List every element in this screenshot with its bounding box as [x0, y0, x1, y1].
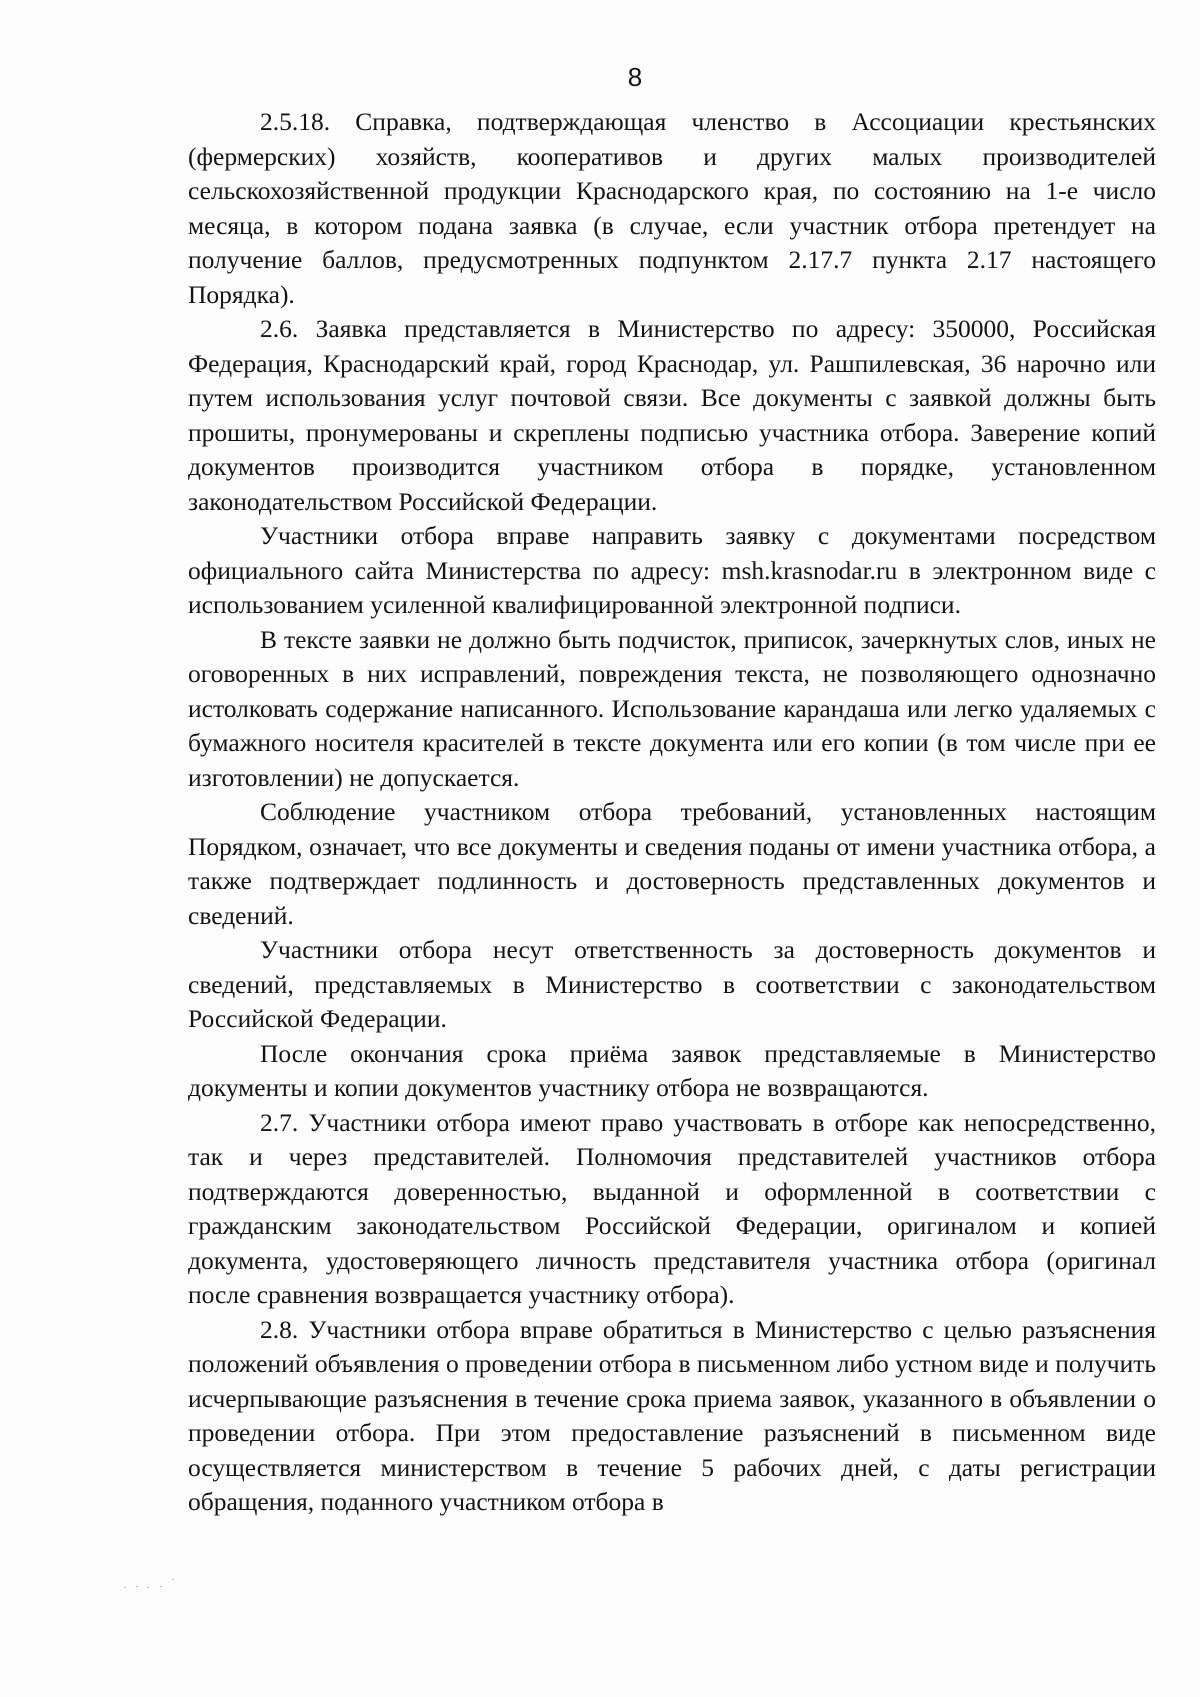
scan-noise — [120, 1575, 210, 1595]
paragraph-electronic-submission: Участники отбора вправе направить заявку с документами посредством официального сайта Министерства по адресу: msh.krasnodar.ru в электронном виде с использованием усиленной квалифицированной электронной подписи. — [188, 521, 1156, 619]
paragraph-2-8: 2.8. Участники отбора вправе обратиться в Министерство с целью разъяснения положений объявления о проведении отбора в письменном либо устном виде и получить исчерпывающие разъяснения в течение срока приема заявок, указанного в объявлении о проведении отбора. При этом предоставление разъяснений в письменном виде осуществляется министерством в течение 5 рабочих дней, с даты регистрации обращения, поданного участником отбора в — [188, 1314, 1156, 1516]
scan-speck — [147, 1587, 149, 1588]
paragraph-compliance: Соблюдение участником отбора требований, установленных настоящим Порядком, означает, что все документы и сведения поданы от имени участника отбора, а также подтверждает подлинность и достоверность представленных документов и сведений. — [188, 797, 1156, 930]
scan-speck — [160, 1586, 162, 1587]
paragraph-no-corrections: В тексте заявки не должно быть подчисток, приписок, зачеркнутых слов, иных не оговоренных в них исправлений, повреждения текста, не позволяющего однозначно истолковать содержание написанного. Использование карандаша или легко удаляемых с бумажного носителя красителей в тексте документа или его копии (в том числе при ее изготовлении) не допускается. — [188, 624, 1156, 792]
page-number: 8 — [627, 62, 643, 92]
scan-speck — [124, 1587, 126, 1588]
paragraph-2-7: 2.7. Участники отбора имеют право участвовать в отборе как непосредственно, так и через представителей. Полномочия представителей участников отбора подтверждаются доверенностью, выданной и оформленной в соответствии с гражданским законодательством Российской Федерации, оригиналом и копией документа, удостоверяющего личность представителя участника отбора (оригинал после сравнения возвращается участнику отбора). — [188, 1107, 1156, 1309]
scan-speck — [136, 1586, 138, 1587]
paragraph-2-6: 2.6. Заявка представляется в Министерство по адресу: 350000, Российская Федерация, Краснодарский край, город Краснодар, ул. Рашпилевская, 36 нарочно или путем использования услуг почтовой связи. Все документы с заявкой должны быть прошиты, пронумерованы и скреплены подписью участника отбора. Заверение копий документов производится участником отбора в порядке, установленном законодательством Российской Федерации. — [188, 314, 1156, 516]
paragraph-2-5-18: 2.5.18. Справка, подтверждающая членство в Ассоциации крестьянских (фермерских) хозяйств, кооперативов и других малых производителей сельскохозяйственной продукции Краснодарского края, по состоянию на 1-е число месяца, в котором подана заявка (в случае, если участник отбора претендует на получение баллов, предусмотренных подпунктом 2.17.7 пункта 2.17 настоящего Порядка). — [188, 107, 1156, 309]
paragraph-responsibility: Участники отбора несут ответственность за достоверность документов и сведений, представляемых в Министерство в соответствии с законодательством Российской Федерации. — [188, 935, 1156, 1033]
document-body — [188, 105, 1156, 1520]
paragraph-no-return: После окончания срока приёма заявок представляемые в Министерство документы и копии документов участнику отбора не возвращаются. — [188, 1038, 1156, 1102]
scan-speck — [172, 1579, 174, 1580]
